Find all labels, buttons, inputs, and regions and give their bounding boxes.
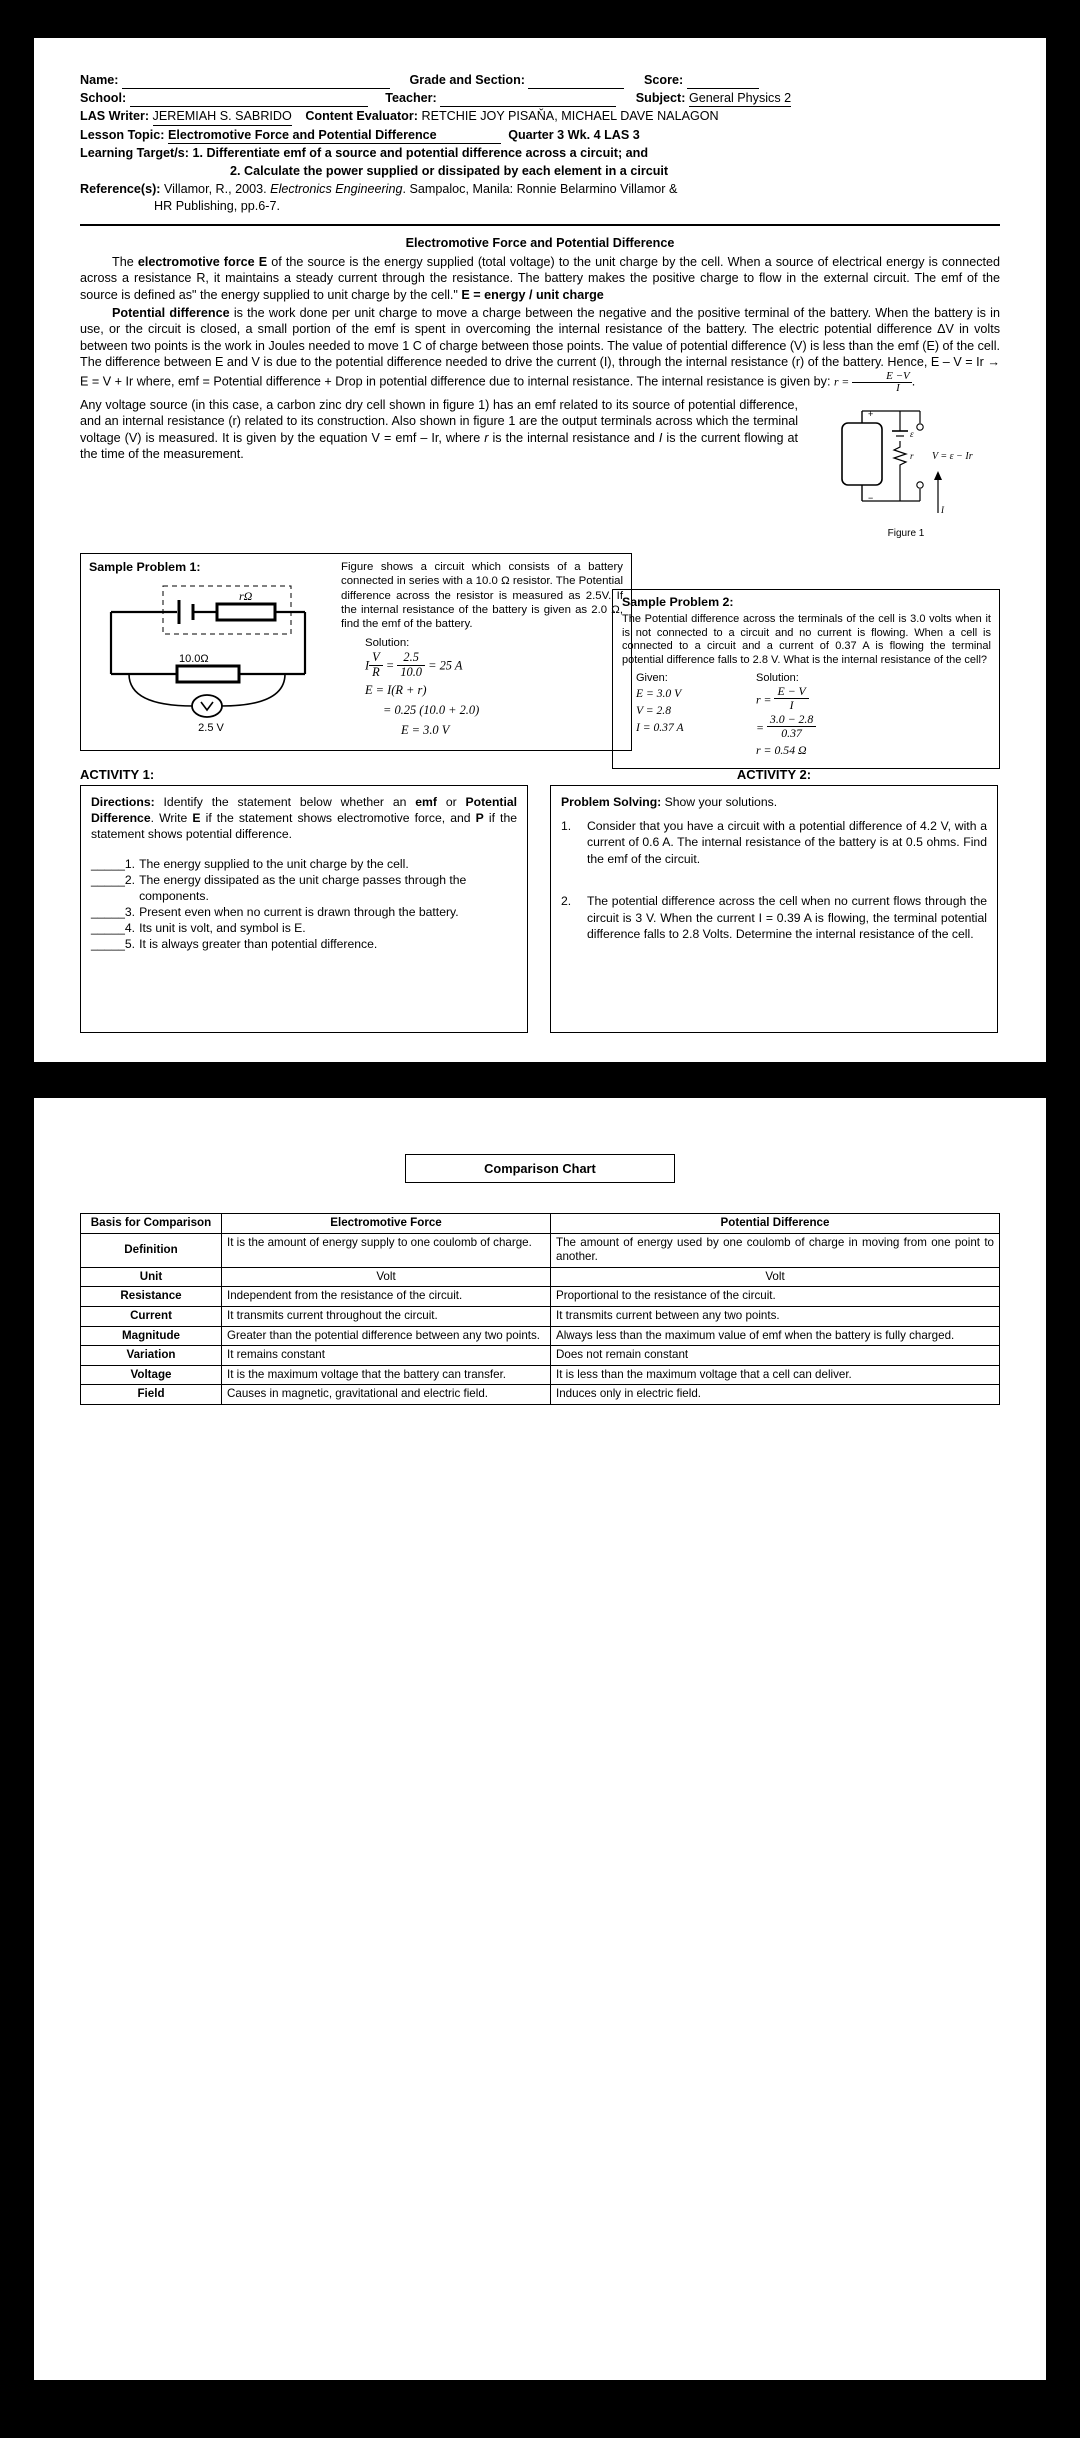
p1-body: of the source is the energy supplied (total voltage) to the unit charge by the cell. When a source of electrical energy is connected across a resistance R, it maintains a steady current through the resistance. The battery makes the positive charge to flow in the external circuit. The emf of the source is defined as" the energy supplied to unit charge by the cell." <box>80 254 1000 302</box>
activity-1-column <box>80 751 528 1033</box>
sample-2-given-label: Given: <box>636 671 668 684</box>
figure-1-svg <box>812 401 1000 521</box>
item-text: Its unit is volt, and symbol is E. <box>139 920 306 935</box>
s2-formula-fraction <box>774 685 808 712</box>
directions-label: Directions: <box>91 794 155 809</box>
table-row <box>81 1326 1000 1346</box>
lesson-topic-value: Electromotive Force and Potential Difference <box>168 127 501 145</box>
item-number: 2. <box>561 894 572 909</box>
p1-emf-term: electromotive force E <box>137 254 268 269</box>
row-label: Field <box>81 1385 222 1405</box>
p1-lead: The <box>112 254 138 269</box>
item-text: The energy dissipated as the unit charge passes through the components. <box>139 872 467 903</box>
directions-a: Identify the statement below whether an <box>154 794 416 809</box>
lesson-paragraph-1 <box>80 254 1000 303</box>
s2-equals2: = <box>756 719 764 734</box>
cell-pd: The amount of energy used by one coulomb of charge in moving from one point to another. <box>551 1233 1000 1267</box>
list-item[interactable] <box>91 872 517 904</box>
s2-val-num: 3.0 − 2.8 <box>767 713 816 727</box>
quarter-value: Quarter 3 Wk. 4 LAS 3 <box>508 127 640 142</box>
worksheet-page-2 <box>34 1098 1046 2380</box>
teacher-label: Teacher: <box>385 90 437 105</box>
p1-formula: E = energy / unit charge <box>461 287 604 302</box>
sample-problem-2-title: Sample Problem 2: <box>622 594 734 609</box>
r-denominator: I <box>896 382 900 395</box>
header-divider <box>80 224 1000 226</box>
cell-emf: It remains constant <box>222 1346 551 1366</box>
score-label: Score: <box>643 73 684 87</box>
header-block <box>80 72 1000 215</box>
svg-text:V = ε − Ir: V = ε − Ir <box>932 450 973 462</box>
grade-section-blank[interactable] <box>528 76 624 89</box>
row-label: Definition <box>81 1233 222 1267</box>
directions-e: E <box>192 810 201 825</box>
s1-I: I <box>365 658 370 673</box>
teacher-blank[interactable] <box>440 94 616 107</box>
p2-r-lead: r = <box>833 375 853 389</box>
cell-emf: Volt <box>222 1267 551 1287</box>
svg-text:rΩ: rΩ <box>239 589 253 604</box>
cell-pd: Always less than the maximum value of emf when the battery is fully charged. <box>551 1326 1000 1346</box>
row-label: Resistance <box>81 1287 222 1307</box>
activity-1-directions <box>91 794 517 842</box>
header-row-topic <box>80 127 1000 145</box>
s1-val-num: 2.5 <box>397 651 425 666</box>
sample-problem-2-text: The Potential difference across the terminals of the cell is 3.0 volts when it is not connected to a circuit and no current is flowing. When a cell is connected to a circuit and a current of 0.37 A is flowing the terminal potential difference falls to 2.8 V. What is the internal resistance of the cell? <box>622 613 991 667</box>
learning-target-label: Learning Target/s: <box>80 146 189 161</box>
list-item[interactable] <box>561 893 987 942</box>
figure-1 <box>812 401 1000 539</box>
answer-blank[interactable]: _____ <box>91 904 125 919</box>
item-number: 3. <box>124 904 136 919</box>
row-label: Current <box>81 1306 222 1326</box>
item-number: 5. <box>124 936 136 951</box>
sample-problem-2-box <box>612 589 1000 769</box>
sample-2-given-2: V = 2.8 <box>636 704 671 718</box>
item-text: Present even when no current is drawn through the battery. <box>139 904 459 919</box>
s1-R: R <box>372 665 380 680</box>
header-row-target2 <box>80 163 1000 180</box>
lesson-title: Electromotive Force and Potential Difference <box>405 235 675 250</box>
activity-2-directions <box>561 794 987 810</box>
s1-V: V <box>369 651 383 666</box>
header-row-name <box>80 72 1000 89</box>
cell-pd: Proportional to the resistance of the circuit. <box>551 1287 1000 1307</box>
item-text: The energy supplied to the unit charge by the cell. <box>139 856 409 871</box>
cell-pd: Does not remain constant <box>551 1346 1000 1366</box>
row-label: Voltage <box>81 1365 222 1385</box>
sample-2-line-2 <box>756 713 991 740</box>
item-number: 1. <box>124 856 136 871</box>
las-writer-value: JEREMIAH S. SABRIDO <box>153 108 292 126</box>
cell-pd: It is less than the maximum voltage that a cell can deliver. <box>551 1365 1000 1385</box>
lesson-topic-label: Lesson Topic: <box>80 127 165 142</box>
sample-1-solution-label: Solution: <box>365 636 410 649</box>
cell-emf: It is the amount of energy supply to one coulomb of charge. <box>222 1233 551 1267</box>
row-label: Unit <box>81 1267 222 1287</box>
header-row-school <box>80 90 1000 108</box>
item-text: Consider that you have a circuit with a potential difference of 4.2 V, with a current of 0.6 A. The internal resistance of the battery is at 0.5 ohms. Find the emf of the circuit. <box>587 818 987 866</box>
grade-section-label: Grade and Section: <box>409 73 525 87</box>
directions-b: . Write <box>150 810 193 825</box>
item-text: It is always greater than potential difference. <box>139 936 378 951</box>
reference-label: Reference(s): <box>80 181 161 196</box>
s1-VR-fraction <box>369 651 383 680</box>
item-number: 4. <box>124 920 136 935</box>
s1-val-den: 10.0 <box>400 665 422 680</box>
table-row <box>81 1365 1000 1385</box>
name-label: Name: <box>80 73 119 87</box>
sample-2-line-3: r = 0.54 Ω <box>756 743 807 758</box>
column-header-emf: Electromotive Force <box>222 1214 551 1234</box>
p2-period: . <box>911 374 916 389</box>
table-row <box>81 1267 1000 1287</box>
answer-blank[interactable]: _____ <box>91 872 125 887</box>
cell-emf: Independent from the resistance of the circuit. <box>222 1287 551 1307</box>
reference-publisher: . Sampaloc, Manila: Ronnie Belarmino Villamor & <box>402 181 678 196</box>
sample-problem-1-box <box>80 553 632 751</box>
activity-2-heading: ACTIVITY 2: <box>736 766 812 782</box>
learning-target-2: 2. Calculate the power supplied or dissipated by each element in a circuit <box>230 163 669 178</box>
reference-title: Electronics Engineering <box>270 181 403 196</box>
directions-d: if the statement shows potential difference. <box>91 810 517 841</box>
problem-solving-label: Problem Solving: <box>561 794 662 809</box>
p3-body: Any voltage source (in this case, a carbon zinc dry cell shown in figure 1) has an emf related to its source of potential difference, and an internal resistance (r) related to its construction. Also shown in figure 1 are the output terminals across which the terminal voltage (V) is measured. It is given by the equation V = emf – Ir, where <box>80 397 798 445</box>
header-row-reference <box>80 181 1000 198</box>
comparison-chart-title: Comparison Chart <box>405 1154 675 1183</box>
answer-blank[interactable]: _____ <box>91 936 125 951</box>
sample-2-solution-label: Solution: <box>756 671 799 684</box>
r-numerator: E −V <box>852 371 912 384</box>
directions-pd: Potential Difference <box>91 794 517 825</box>
cell-pd: It transmits current between any two points. <box>551 1306 1000 1326</box>
activity-2-box <box>550 785 998 1033</box>
name-blank[interactable] <box>122 76 390 89</box>
directions-p: P <box>475 810 484 825</box>
list-item[interactable] <box>561 818 987 867</box>
row-label: Variation <box>81 1346 222 1366</box>
table-row <box>81 1287 1000 1307</box>
reference-author: Villamor, R., 2003. <box>164 181 271 196</box>
directions-or: or <box>436 794 466 809</box>
table-row <box>81 1233 1000 1267</box>
header-row-target1 <box>80 145 1000 162</box>
cell-emf: It transmits current throughout the circuit. <box>222 1306 551 1326</box>
cell-pd: Induces only in electric field. <box>551 1385 1000 1405</box>
column-header-pd: Potential Difference <box>551 1214 1000 1234</box>
school-blank[interactable] <box>130 94 368 107</box>
cell-emf: Greater than the potential difference between any two points. <box>222 1326 551 1346</box>
s2-den: I <box>789 698 794 713</box>
worksheet-page-1 <box>34 38 1046 1062</box>
item-text: The potential difference across the cell when no current flows through the circuit is 3 V. When the current I = 0.39 A is flowing, the terminal potential difference falls to 2.8 Volts. Determine the internal resistance of the cell. <box>587 894 987 941</box>
p3-tail: is the current flowing at the time of the measurement. <box>80 430 799 461</box>
cell-emf: Causes in magnetic, gravitational and electric field. <box>222 1385 551 1405</box>
cell-pd: Volt <box>551 1267 1000 1287</box>
table-row <box>81 1385 1000 1405</box>
header-row-writer <box>80 108 1000 126</box>
learning-target-1: 1. Differentiate emf of a source and potential difference across a circuit; and <box>192 146 649 161</box>
sample-2-given-3: I = 0.37 A <box>636 721 684 735</box>
subject-label: Subject: <box>635 90 686 105</box>
svg-text:I: I <box>941 504 944 515</box>
score-blank[interactable] <box>687 76 759 89</box>
answer-blank[interactable]: _____ <box>91 920 125 935</box>
activity-1-box <box>80 785 528 1033</box>
list-item[interactable] <box>91 936 517 952</box>
comparison-chart-table <box>80 1213 1000 1405</box>
column-header-basis: Basis for Comparison <box>81 1214 222 1234</box>
directions-emf: emf <box>415 794 437 809</box>
activity-1-items <box>91 856 517 952</box>
p2-body: is the work done per unit charge to move a charge between the negative and the positive terminal of the battery. When the battery is in use, or the circuit is closed, a small portion of the emf is spent in overcoming the internal resistance of the battery. The electric potential difference ΔV in volts between two points is the work in Joules needed to move 1 C of charge between those points. The value of potential difference (V) is less than the emf (E) of the cell. The difference between E and V is due to the potential difference needed to drive the current (I), through the internal resistance (r) of the battery. Hence, E – V = Ir → E = V + Ir where, emf = Potential difference + Drop in potential difference due to internal resistance. The internal resistance is given by: <box>80 305 1000 389</box>
svg-text:ε: ε <box>910 428 914 439</box>
problem-solving-rest: Show your solutions. <box>661 794 778 809</box>
reference-line2: HR Publishing, pp.6-7. <box>154 199 281 214</box>
item-number: 1. <box>561 818 572 833</box>
sample-1-line-3: = 0.25 (10.0 + 2.0) <box>383 702 480 717</box>
s1-equals: = <box>385 658 395 673</box>
las-writer-label: LAS Writer: <box>80 109 150 124</box>
svg-text:+: + <box>868 408 874 419</box>
sample-1-voltage-label: 2.5 V <box>198 721 224 734</box>
s2-r-equals: r = <box>756 692 772 707</box>
sample-problem-1-text: Figure shows a circuit which consists of a battery connected in series with a 10.0 Ω resistor. The Potential difference across the resistor is measured as 2.5V. If the internal resistance of the battery is given as 2.0 Ω, find the emf of the battery. <box>341 560 623 631</box>
activity-2-column <box>550 751 998 1033</box>
table-row <box>81 1306 1000 1326</box>
list-item[interactable] <box>91 856 517 872</box>
figure-1-caption: Figure 1 <box>887 527 925 539</box>
item-number: 2. <box>124 872 136 887</box>
table-header-row <box>81 1214 1000 1234</box>
content-evaluator-value: RETCHIE JOY PISAŇA, MICHAEL DAVE NALAGON <box>421 109 719 124</box>
school-label: School: <box>80 90 127 105</box>
sample-problems-row <box>80 553 1000 758</box>
list-item[interactable] <box>91 920 517 936</box>
sample-problem-1-title: Sample Problem 1: <box>89 559 201 574</box>
row-label: Magnitude <box>81 1326 222 1346</box>
table-row <box>81 1346 1000 1366</box>
internal-resistance-fraction <box>852 371 912 395</box>
s2-num: E − V <box>774 685 808 699</box>
s2-val-den: 0.37 <box>781 725 802 740</box>
list-item[interactable] <box>91 904 517 920</box>
sample-1-line-2: E = I(R + r) <box>365 682 427 697</box>
content-evaluator-label: Content Evaluator: <box>305 109 418 124</box>
activity-1-heading: ACTIVITY 1: <box>80 766 155 782</box>
s1-result: = 25 A <box>428 658 463 673</box>
sample-1-circuit <box>89 578 327 718</box>
subject-value: General Physics 2 <box>689 90 791 108</box>
s1-values-fraction <box>397 651 425 680</box>
svg-text:−: − <box>868 492 874 503</box>
p3-mid: is the internal resistance and <box>488 430 659 445</box>
svg-text:r: r <box>910 450 914 461</box>
header-row-reference2 <box>80 198 1000 215</box>
sample-1-line-4: E = 3.0 V <box>401 722 450 737</box>
p2-pd-term: Potential difference <box>112 305 230 320</box>
svg-text:10.0Ω: 10.0Ω <box>179 653 209 666</box>
s2-values-fraction <box>767 713 816 740</box>
answer-blank[interactable]: _____ <box>91 856 125 871</box>
cell-emf: It is the maximum voltage that the battery can transfer. <box>222 1365 551 1385</box>
sample-2-line-1 <box>756 685 991 712</box>
sample-1-line-1 <box>341 651 623 680</box>
p3-r-italic: r <box>484 430 489 445</box>
directions-c: if the statement shows electromotive force, and <box>200 810 476 825</box>
lesson-paragraph-2 <box>80 305 1000 395</box>
p3-I-italic: I <box>658 430 663 445</box>
sample-2-given-1: E = 3.0 V <box>636 687 682 701</box>
